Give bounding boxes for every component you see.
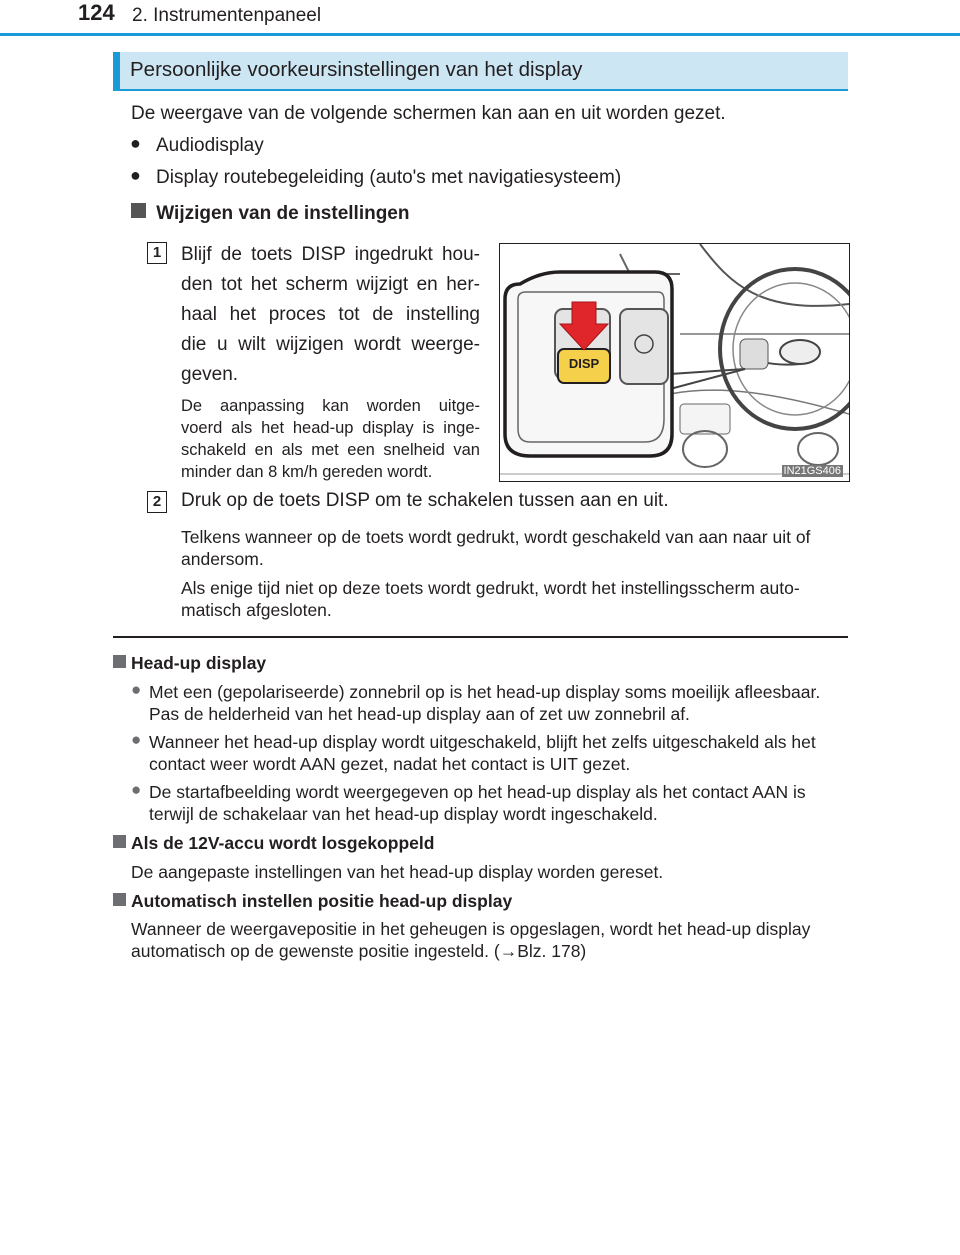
info-heading-text: Head-up display [131,653,267,673]
step-1-note-line: minder dan 8 km/h gereden wordt. [181,463,433,481]
subheading [131,202,409,226]
bullet-item: Audiodisplay [156,135,264,156]
step-1-line: die u wilt wijzigen wordt weerge- [181,334,480,355]
section-heading: 2. Instrumentenpaneel [132,5,322,26]
step-2-text: Druk op de toets DISP om te schakelen tussen aan en uit. [181,490,669,511]
step-1-line: den tot het scherm wijzigt en her- [181,274,480,295]
title-accent-bar [113,52,120,91]
info-line: Wanneer de weergavepositie in het geheugen is opgeslagen, wordt het head-up display [131,919,811,939]
info-line: terwijl de schakelaar van het head-up display wordt ingeschakeld. [149,804,658,824]
section-title-box [113,52,848,91]
intro-text: De weergave van de volgende schermen kan aan en uit worden gezet. [131,103,726,124]
step-number-box: 2 [147,491,167,513]
bullet-dot-icon: ● [130,133,141,153]
step-2-note-line: matisch afgesloten. [181,600,332,620]
bullet-dot-icon: ● [130,165,141,185]
bullet-dot-icon: ● [131,730,142,749]
step-1-note-line: De aanpassing kan worden uitge- [181,397,480,415]
dashboard-drawing [500,244,849,481]
bullet-dot-icon: ● [131,680,142,699]
square-bullet-icon [113,835,126,848]
info-line: Met een (gepolariseerde) zonnebril op is het head-up display soms moeilijk afleesbaar. [149,682,821,702]
step-1-note-line: schakeld en als met een snelheid van [181,441,480,459]
subheading-text: Wijzigen van de instellingen [156,203,410,224]
step-2-note-line: Telkens wanneer op de toets wordt gedrukt, wordt geschakeld van aan naar uit of [181,527,811,547]
step-1-line: Blijf de toets DISP ingedrukt hou- [181,244,480,265]
section-title: Persoonlijke voorkeursinstellingen van het display [130,58,583,81]
info-line: Wanneer het head-up display wordt uitgeschakeld, blijft het zelfs uitgeschakeld als het [149,732,816,752]
info-line: Pas de helderheid van het head-up display aan of zet uw zonnebril af. [149,704,690,724]
info-heading-hud [113,652,266,674]
header-rule [0,33,960,36]
info-heading-auto [113,890,512,912]
dashboard-illustration [499,243,850,482]
info-heading-text: Als de 12V-accu wordt losgekoppeld [131,833,435,853]
step-number-box: 1 [147,242,167,264]
page-number: 124 [78,0,115,25]
square-bullet-icon [131,203,146,218]
step-2-note-line: Als enige tijd niet op deze toets wordt gedrukt, wordt het instellingsscherm auto- [181,578,800,598]
info-line: De aangepaste instellingen van het head-up display worden gereset. [131,862,664,882]
step-1-line: haal het proces tot de instelling [181,304,480,325]
bullet-dot-icon: ● [131,780,142,799]
separator-rule [113,636,848,638]
bullet-item: Display routebegeleiding (auto's met navigatiesysteem) [156,167,622,188]
info-line-with-page-ref: automatisch op de gewenste positie ingesteld. (→Blz. 178) [131,941,587,961]
info-line: De startafbeelding wordt weergegeven op het head-up display als het contact AAN is [149,782,806,802]
figure-id: IN21GS406 [783,465,841,477]
step-1-note-line: voerd als het head-up display is inge- [181,419,480,437]
square-bullet-icon [113,655,126,668]
info-heading-text: Automatisch instellen positie head-up display [131,891,513,911]
info-heading-battery [113,832,434,854]
info-line: contact weer wordt AAN gezet, nadat het contact is UIT gezet. [149,754,631,774]
disp-button-label: DISP [568,356,600,371]
step-1-line: geven. [181,364,239,385]
square-bullet-icon [113,893,126,906]
step-2-note-line: andersom. [181,549,264,569]
